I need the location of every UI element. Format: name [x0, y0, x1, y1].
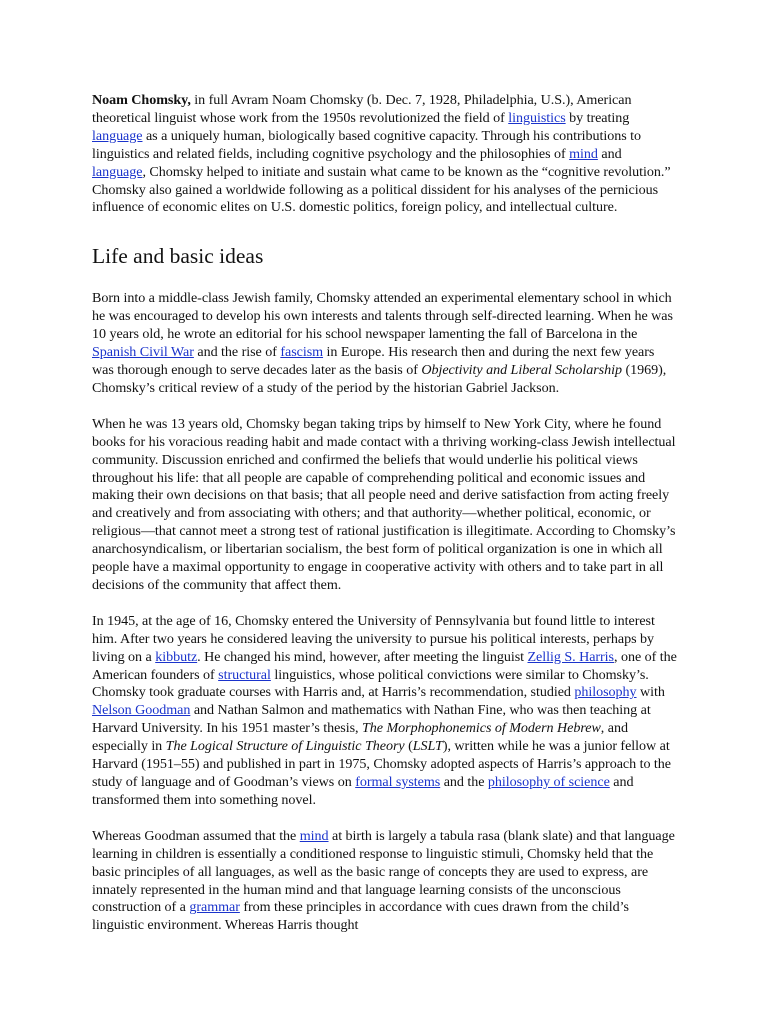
link-spanish-civil-war[interactable]: Spanish Civil War — [92, 344, 194, 361]
paragraph-goodman: Whereas Goodman assumed that the mind at birth is largely a tabula rasa (blank slate) and that language learning in children is essentially a conditioned response to linguistic stimuli, Chomsky held that the basic principles of all languages, as well as the basic range of concepts they are used to express, are innately represented in the human mind and that language learning consists of the unconscious construction of a grammar from these principles in accordance with cues drawn from the child’s linguistic environment. Whereas Harris thought — [92, 827, 675, 934]
link-philosophy-of-science[interactable]: philosophy of science — [487, 774, 610, 790]
lslt-abbreviation: LSLT — [412, 738, 443, 755]
paragraph-university: In 1945, at the age of 16, Chomsky entered the University of Pennsylvania but found little to interest him. After two years he considered leaving the university to pursue his political interests, perhaps by living on a kibbutz. He changed his mind, however, after meeting the linguist Zellig S. Harris, one of the American founders of structural linguistics, whose political convictions were similar to Chomsky’s. Chomsky took graduate courses with Harris and, at Harris’s recommendation, studied philosophy with Nelson Goodman and Nathan Salmon and mathematics with Nathan Fine, who was then teaching at Harvard University. In his 1951 master’s thesis, The Morphophonemics of Modern Hebrew, and especially in The Logical Structure of Linguistic Theory (LSLT), written while he was a junior fellow at Harvard (1951–55) and published in part in 1975, Chomsky adopted aspects of Harris’s approach to the study of language and of Goodman’s views on formal systems and the philosophy of science and transformed them into something novel. — [92, 612, 677, 808]
link-language[interactable]: language — [92, 127, 143, 144]
thesis-title: The Morphophonemics of Modern Hebrew — [361, 720, 601, 737]
book-title: Objectivity and Liberal Scholarship — [421, 361, 622, 378]
link-mind[interactable]: mind — [569, 145, 598, 162]
subject-name: Noam Chomsky, — [92, 92, 191, 108]
link-grammar[interactable]: grammar — [189, 899, 240, 916]
link-zellig-harris[interactable]: Zellig S. Harris — [527, 648, 614, 665]
article — [92, 92, 678, 935]
link-nelson-goodman[interactable]: Nelson Goodman — [92, 702, 191, 719]
section-heading: Life and basic ideas — [92, 244, 264, 269]
paragraph-new-york: When he was 13 years old, Chomsky began taking trips by himself to New York City, where he found books for his voracious reading habit and made contact with a thriving working-class Jewish intellectual community. Discussion enriched and confirmed the beliefs that would underlie his political views throughout his life: that all people are capable of comprehending political and economic issues and making their own decisions on that basis; that all people need and derive satisfaction from acting freely and creatively and from associating with others; and that authority—whether political, economic, or religious—that cannot meet a strong test of rational justification is illegitimate. According to Chomsky’s anarchosyndicalism, or libertarian socialism, the best form of political organization is one in which all people have a maximal opportunity to engage in cooperative activity with others and to take part in all decisions of the community that affect them. — [92, 415, 676, 593]
link-linguistics[interactable]: linguistics — [508, 109, 566, 126]
link-kibbutz[interactable]: kibbutz — [155, 648, 198, 665]
link-fascism[interactable]: fascism — [280, 344, 324, 361]
link-structural[interactable]: structural — [218, 666, 271, 683]
intro-paragraph: Noam Chomsky, in full Avram Noam Chomsky (b. Dec. 7, 1928, Philadelphia, U.S.), American theoretical linguist whose work from the 1950s revolutionized the field of linguistics by treating language as a uniquely human, biologically based cognitive capacity. Through his contributions to linguistics and related fields, including cognitive psychology and the philosophies of mind and language, Chomsky helped to initiate and sustain what came to be known as the “cognitive revolution.” Chomsky also gained a worldwide following as a political dissident for his analyses of the pernicious influence of economic elites on U.S. domestic politics, foreign policy, and intellectual culture. — [92, 92, 671, 216]
link-philosophy[interactable]: philosophy — [574, 684, 637, 701]
link-language-2[interactable]: language — [92, 163, 143, 180]
paragraph-childhood: Born into a middle-class Jewish family, Chomsky attended an experimental elementary school in which he was encouraged to develop his own interests and talents through self-directed learning. When he was 10 years old, he wrote an editorial for his school newspaper lamenting the fall of Barcelona in the Spanish Civil War and the rise of fascism in Europe. His research then and during the next few years was thorough enough to serve decades later as the basis of Objectivity and Liberal Scholarship (1969), Chomsky’s critical review of a study of the period by the historian Gabriel Jackson. — [92, 290, 673, 396]
link-formal-systems[interactable]: formal systems — [355, 774, 441, 790]
lslt-title: The Logical Structure of Linguistic Theory — [165, 738, 405, 755]
link-mind-2[interactable]: mind — [299, 827, 329, 844]
